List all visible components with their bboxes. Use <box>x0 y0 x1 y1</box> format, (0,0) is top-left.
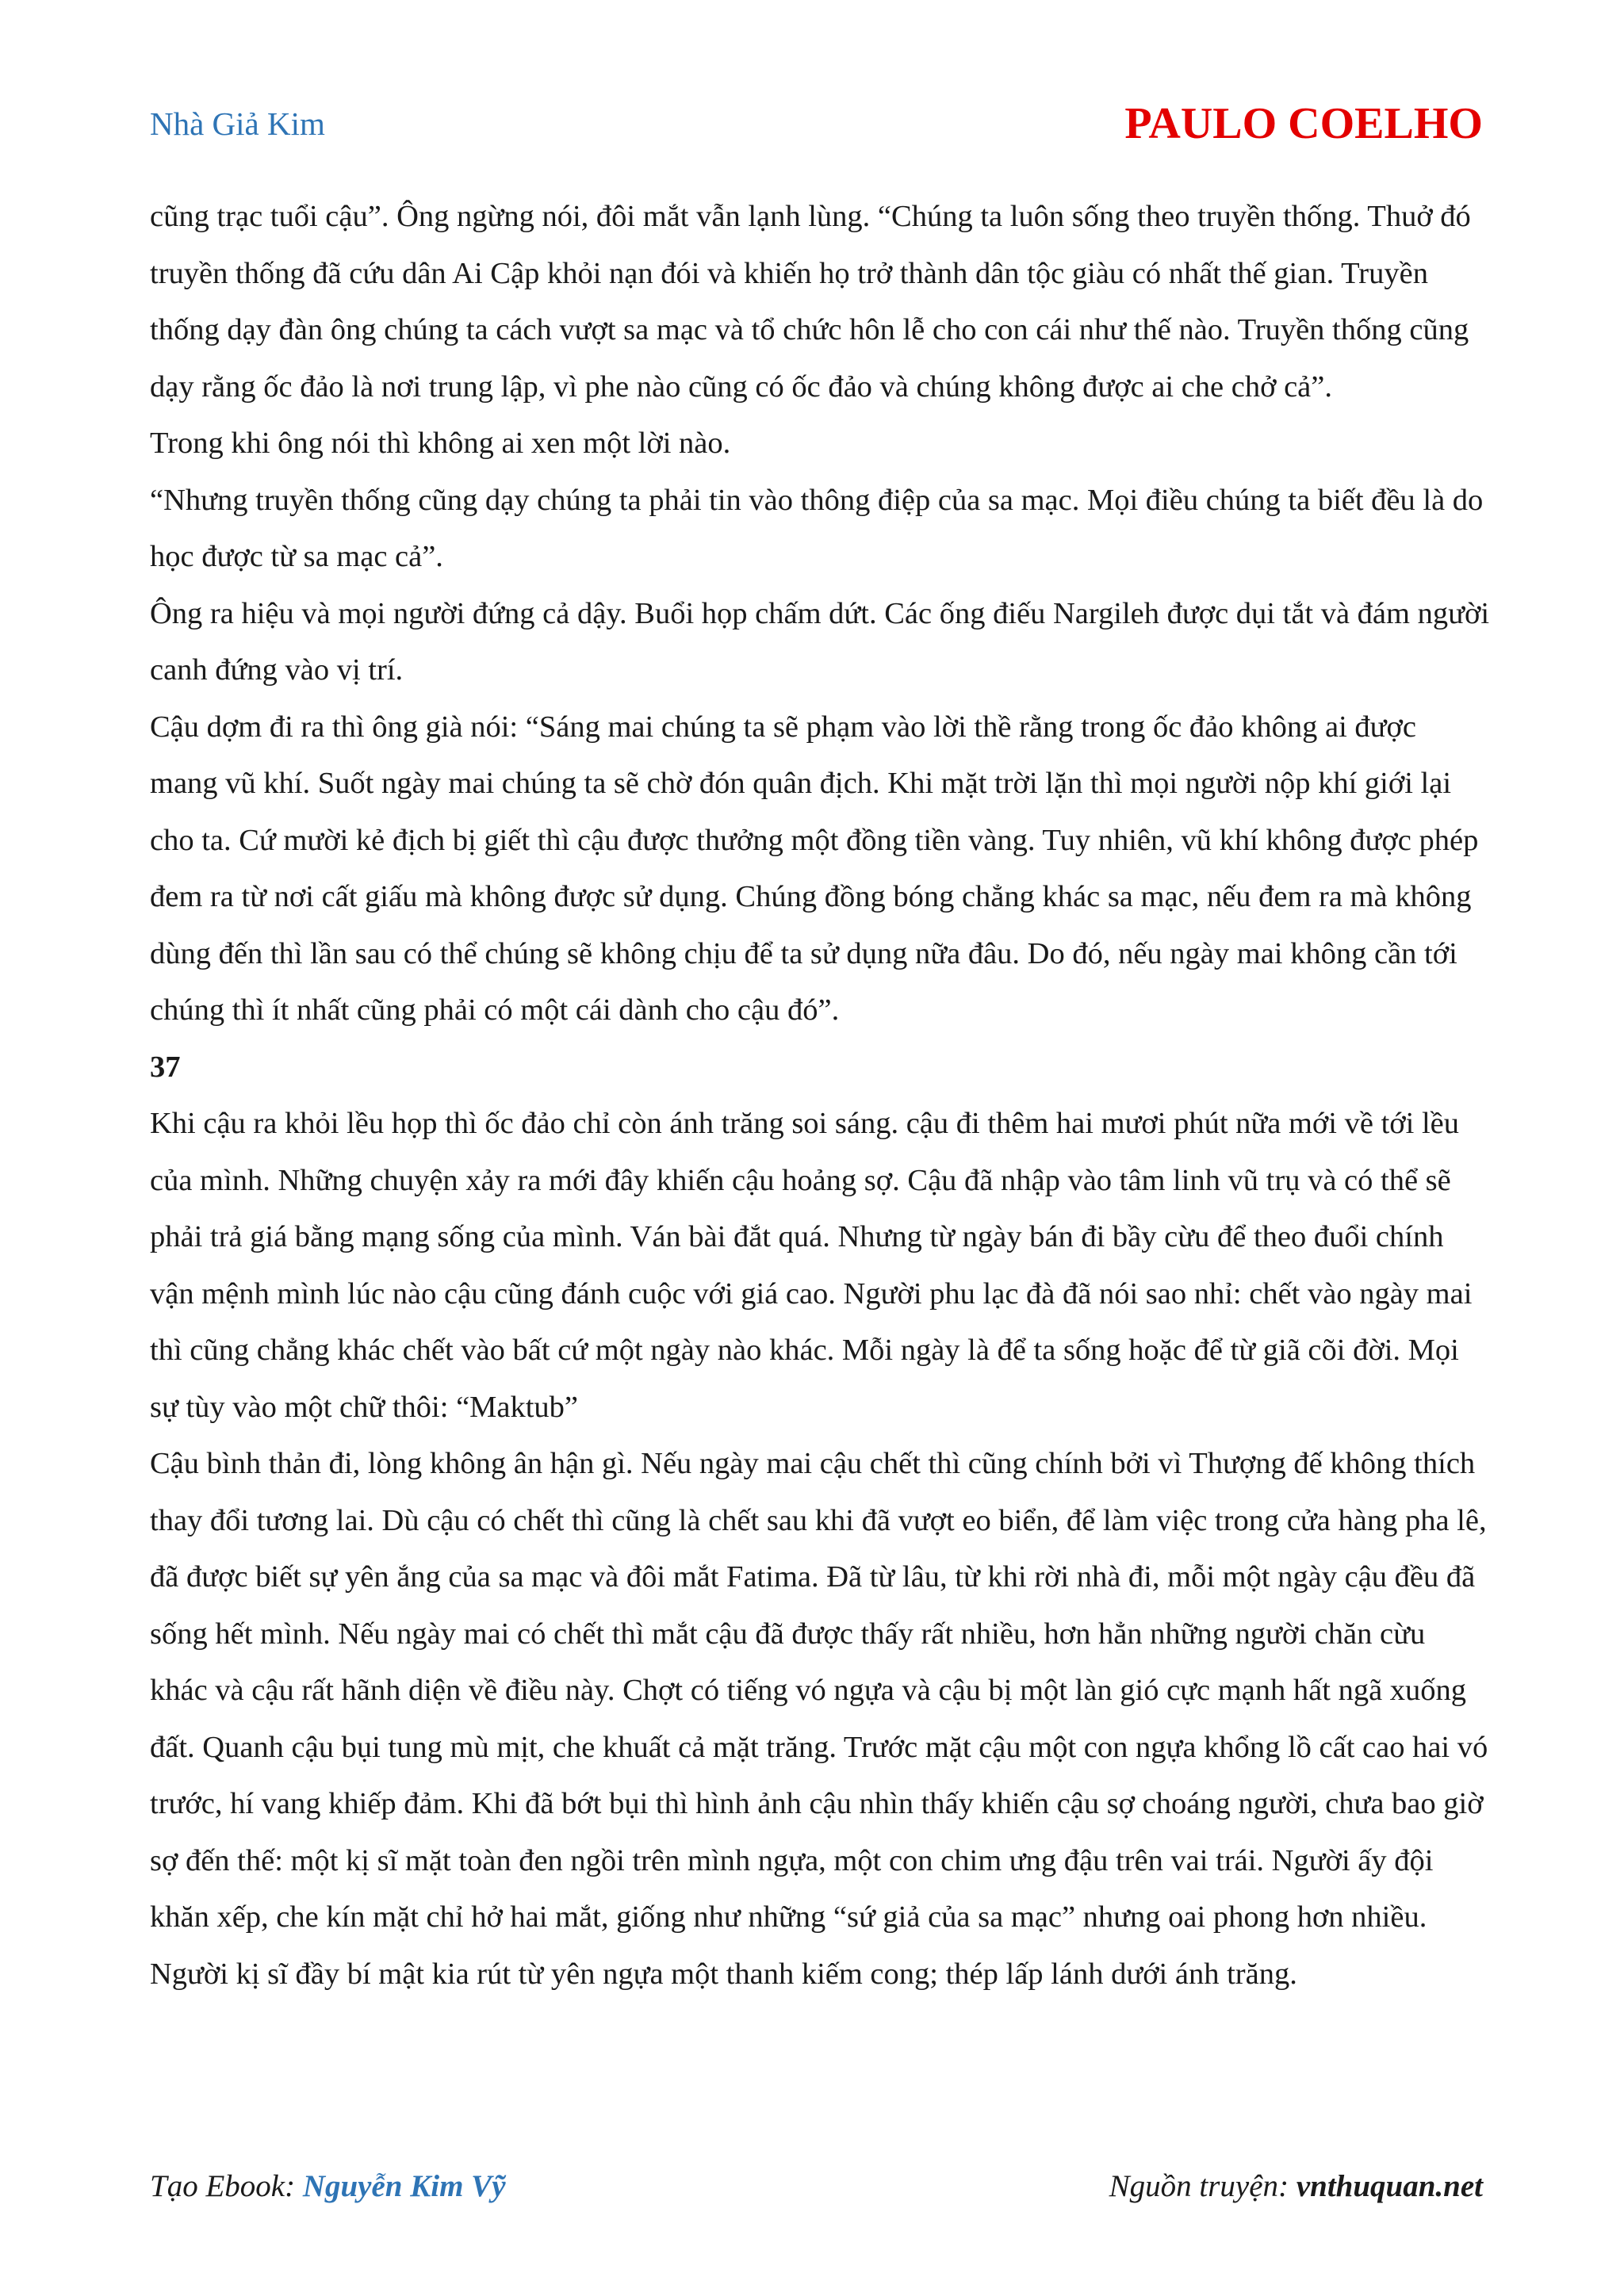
footer-credit <box>150 2168 506 2204</box>
book-title: Nhà Giả Kim <box>150 105 325 142</box>
paragraph: Cậu dợm đi ra thì ông già nói: “Sáng mai chúng ta sẽ phạm vào lời thề rằng trong ốc đảo không ai được mang vũ khí. Suốt ngày mai chúng ta sẽ chờ đón quân địch. Khi mặt trời lặn thì mọi người nộp khí giới lại cho ta. Cứ mười kẻ địch bị giết thì cậu được thưởng một đồng tiền vàng. Tuy nhiên, vũ khí không được phép đem ra từ nơi cất giấu mà không được sử dụng. Chúng đồng bóng chẳng khác sa mạc, nếu đem ra mà không dùng đến thì lần sau có thể chúng sẽ không chịu để ta sử dụng nữa đâu. Do đó, nếu ngày mai không cần tới chúng thì ít nhất cũng phải có một cái dành cho cậu đó”. <box>150 710 1479 1027</box>
paragraph: cũng trạc tuổi cậu”. Ông ngừng nói, đôi mắt vẫn lạnh lùng. “Chúng ta luôn sống theo truyền thống. Thuở đó truyền thống đã cứu dân Ai Cập khỏi nạn đói và khiến họ trở thành dân tộc giàu có nhất thế gian. Truyền thống dạy đàn ông chúng ta cách vượt sa mạc và tổ chức hôn lễ cho con cái như thế nào. Truyền thống cũng dạy rằng ốc đảo là nơi trung lập, vì phe nào cũng có ốc đảo và chúng không được ai che chở cả”. <box>150 200 1471 404</box>
credit-name: Nguyễn Kim Vỹ <box>302 2169 506 2203</box>
author-name: PAULO COELHO <box>1124 99 1483 148</box>
paragraph: Trong khi ông nói thì không ai xen một lời nào. <box>150 427 731 460</box>
source-site: vnthuquan.net <box>1296 2169 1483 2203</box>
footer-source <box>1109 2168 1483 2204</box>
credit-separator: : <box>285 2169 303 2203</box>
paragraph: Ông ra hiệu và mọi người đứng cả dậy. Buổi họp chấm dứt. Các ống điếu Nargileh được dụi tắt và đám người canh đứng vào vị trí. <box>150 596 1490 687</box>
page-body <box>150 189 1490 2003</box>
source-separator: : <box>1278 2169 1297 2203</box>
credit-label: Tạo Ebook <box>150 2169 285 2203</box>
paragraph: “Nhưng truyền thống cũng dạy chúng ta phải tin vào thông điệp của sa mạc. Mọi điều chúng ta biết đều là do học được từ sa mạc cả”. <box>150 483 1484 573</box>
paragraph: Khi cậu ra khỏi lều họp thì ốc đảo chỉ còn ánh trăng soi sáng. cậu đi thêm hai mươi phút nữa mới về tới lều của mình. Những chuyện xảy ra mới đây khiến cậu hoảng sợ. Cậu đã nhập vào tâm linh vũ trụ và có thể sẽ phải trả giá bằng mạng sống của mình. Ván bài đắt quá. Nhưng từ ngày bán đi bầy cừu để theo đuổi chính vận mệnh mình lúc nào cậu cũng đánh cuộc với giá cao. Người phu lạc đà đã nói sao nhỉ: chết vào ngày mai thì cũng chẳng khác chết vào bất cứ một ngày nào khác. Mỗi ngày là để ta sống hoặc để từ giã cõi đời. Mọi sự tùy vào một chữ thôi: “Maktub” <box>150 1107 1473 1424</box>
chapter-number: 37 <box>150 1050 181 1084</box>
source-label: Nguồn truyện <box>1109 2169 1279 2203</box>
paragraph: Cậu bình thản đi, lòng không ân hận gì. Nếu ngày mai cậu chết thì cũng chính bởi vì Thượng đế không thích thay đổi tương lai. Dù cậu có chết thì cũng là chết sau khi đã vượt eo biển, để làm việc trong cửa hàng pha lê, đã được biết sự yên ắng của sa mạc và đôi mắt Fatima. Đã từ lâu, từ khi rời nhà đi, mỗi một ngày cậu đều đã sống hết mình. Nếu ngày mai có chết thì mắt cậu đã được thấy rất nhiều, hơn hẳn những người chăn cừu khác và cậu rất hãnh diện về điều này. Chợt có tiếng vó ngựa và cậu bị một làn gió cực mạnh hất ngã xuống đất. Quanh cậu bụi tung mù mịt, che khuất cả mặt trăng. Trước mặt cậu một con ngựa khổng lồ cất cao hai vó trước, hí vang khiếp đảm. Khi đã bớt bụi thì hình ảnh cậu nhìn thấy khiến cậu sợ choáng người, chưa bao giờ sợ đến thế: một kị sĩ mặt toàn đen ngồi trên mình ngựa, một con chim ưng đậu trên vai trái. Người ấy đội khăn xếp, che kín mặt chỉ hở hai mắt, giống như những “sứ giả của sa mạc” nhưng oai phong hơn nhiều. Người kị sĩ đầy bí mật kia rút từ yên ngựa một thanh kiếm cong; thép lấp lánh dưới ánh trăng. <box>150 1447 1488 1991</box>
